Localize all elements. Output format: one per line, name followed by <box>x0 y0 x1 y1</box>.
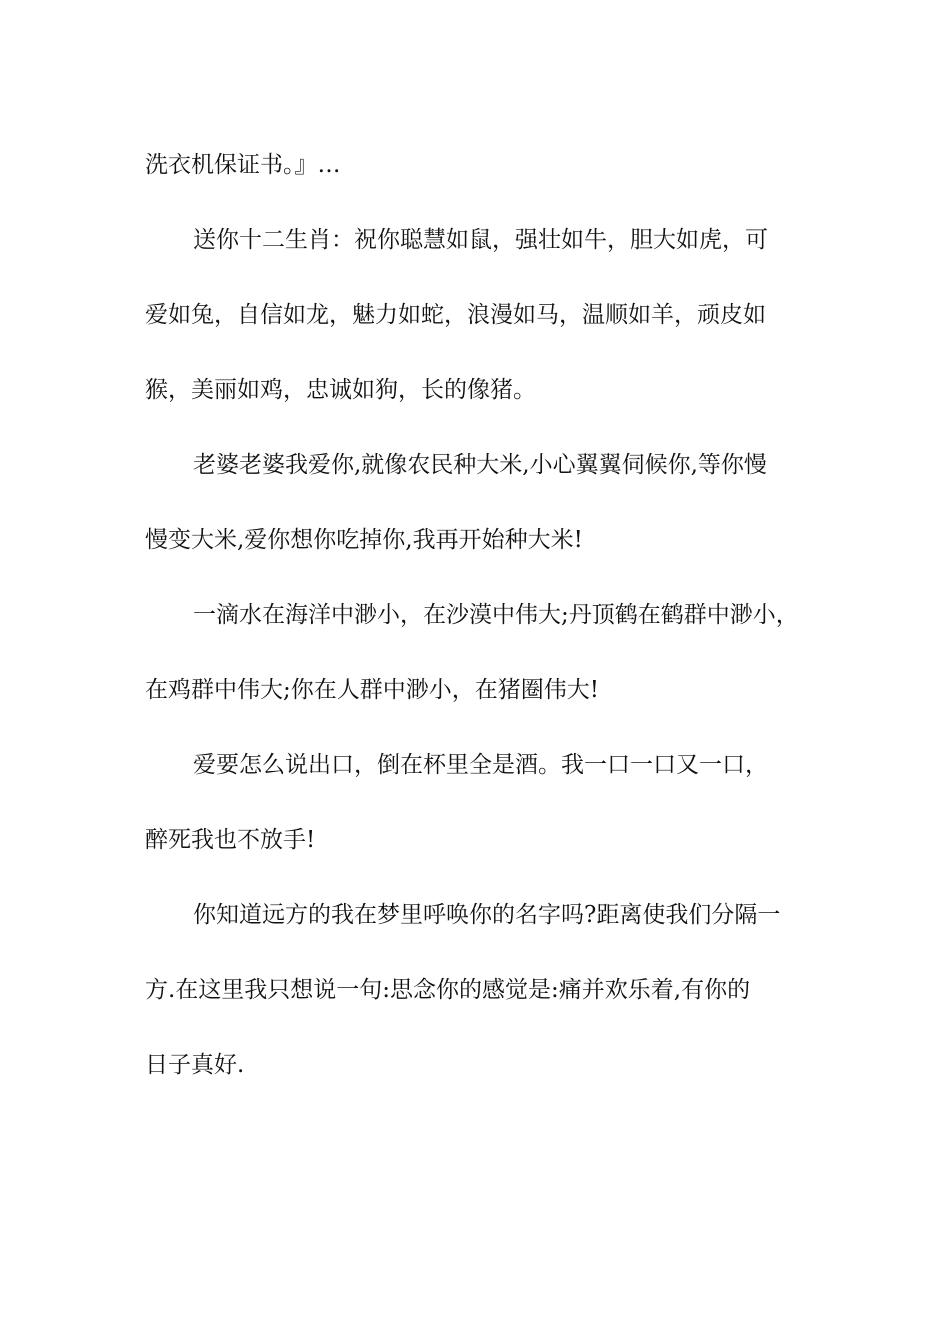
paragraph-first-line: 一滴水在海洋中渺小，在沙漠中伟大;丹顶鹤在鹤群中渺小， <box>193 602 799 628</box>
paragraph-first-line: 老婆老婆我爱你,就像农民种大米,小心翼翼伺候你,等你慢 <box>193 452 767 478</box>
paragraph-first-line: 你知道远方的我在梦里呼唤你的名字吗?距离使我们分隔一 <box>193 902 781 928</box>
text-line: 日子真好. <box>145 1052 245 1078</box>
text-line: 猴，美丽如鸡，忠诚如狗，长的像猪。 <box>145 377 536 403</box>
text-line: 慢变大米,爱你想你吃掉你,我再开始种大米! <box>145 527 583 553</box>
text-line: 方.在这里我只想说一句:思念你的感觉是:痛并欢乐着,有你的 <box>145 977 751 1003</box>
text-line: 在鸡群中伟大;你在人群中渺小，在猪圈伟大! <box>145 677 599 703</box>
text-line: 洗衣机保证书。』… <box>145 152 341 178</box>
paragraph-first-line: 爱要怎么说出口，倒在杯里全是酒。我一口一口又一口， <box>193 752 768 778</box>
paragraph-first-line: 送你十二生肖：祝你聪慧如鼠，强壮如牛，胆大如虎，可 <box>193 227 768 253</box>
text-line: 爱如兔，自信如龙，魅力如蛇，浪漫如马，温顺如羊，顽皮如 <box>145 302 766 328</box>
text-line: 醉死我也不放手! <box>145 827 316 853</box>
document-body <box>145 128 815 1103</box>
